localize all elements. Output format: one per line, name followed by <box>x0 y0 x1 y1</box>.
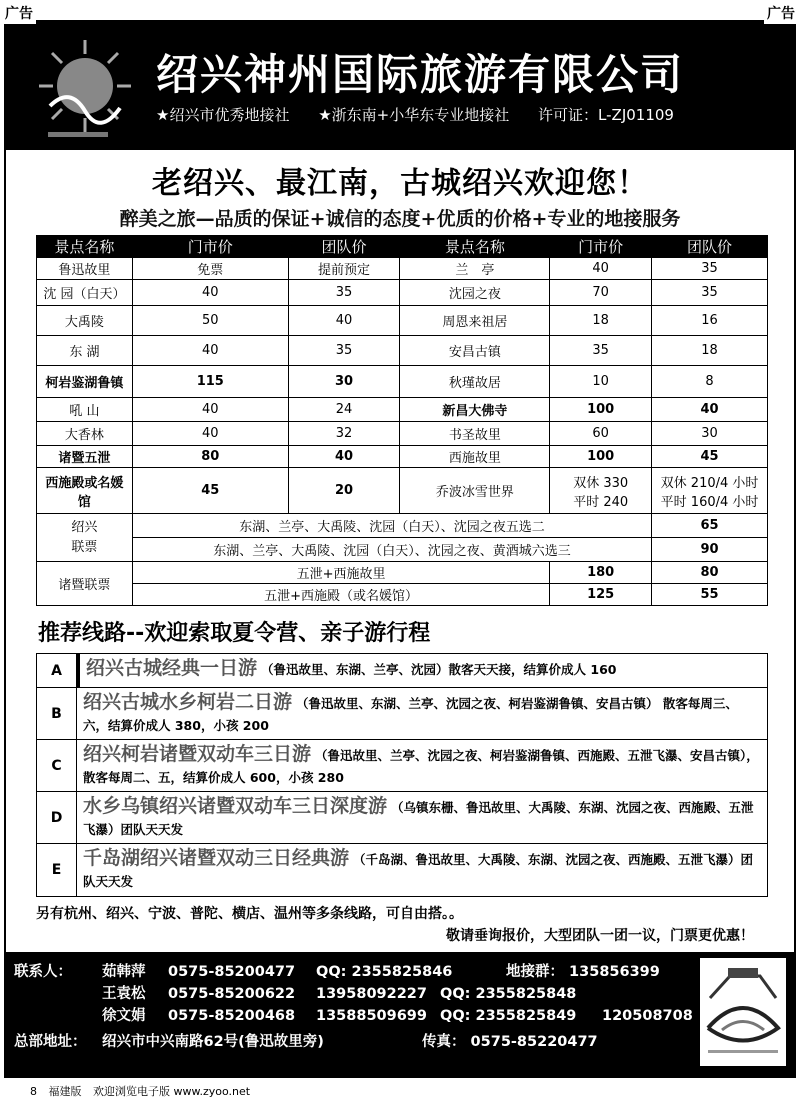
table-cell: 35 <box>550 336 652 366</box>
ad-tag-right: 广告 <box>764 2 798 24</box>
edition-label: 福建版 <box>48 1085 82 1098</box>
table-cell: 45 <box>652 446 768 468</box>
route-detail: （鲁迅故里、东湖、兰亭、沈园）散客天天接，结算价成人 160 <box>261 662 617 677</box>
table-cell: 100 <box>550 398 652 422</box>
combo-price: 80 <box>652 562 768 584</box>
contact-phone: 0575-85200468 <box>168 1008 296 1024</box>
route-name: 绍兴柯岩诸暨双动车三日游 <box>83 743 312 765</box>
combo-row <box>37 538 768 562</box>
routes-list <box>36 653 768 897</box>
route-detail: （鲁迅故里、东湖、兰亭、沈园之夜、柯岩鉴湖鲁镇、安昌古镇） 散客每周三、六，结算价成人 380，小孩 200 <box>83 696 738 733</box>
other-routes-note: 另有杭州、绍兴、宁波、普陀、横店、温州等多条线路，可自由搭。。 <box>36 906 463 922</box>
table-cell: 兰 亭 <box>400 258 550 280</box>
table-cell: 40 <box>550 258 652 280</box>
table-row <box>37 398 768 422</box>
table-cell: 秋瑾故居 <box>400 366 550 398</box>
table-cell: 35 <box>288 280 400 306</box>
table-cell: 沈园之夜 <box>400 280 550 306</box>
license-number: 许可证：L-ZJ01109 <box>538 106 674 124</box>
contact-row <box>14 960 660 981</box>
route-name: 千岛湖绍兴诸暨双动三日经典游 <box>83 847 350 869</box>
route-item <box>37 654 767 688</box>
header-banner <box>6 22 794 150</box>
combo-price: 65 <box>652 514 768 538</box>
route-item <box>37 740 767 792</box>
route-body <box>77 792 767 843</box>
table-cell: 大禹陵 <box>37 306 133 336</box>
table-cell: 10 <box>550 366 652 398</box>
table-cell: 20 <box>288 468 400 514</box>
combo-desc: 五泄+西施故里 <box>132 562 549 584</box>
weekend-price: 双休 330 <box>573 475 629 491</box>
combo-label-line: 联票 <box>71 539 98 555</box>
route-item <box>37 844 767 896</box>
fax: 传真： 0575-85220477 <box>422 1034 598 1050</box>
service-subtitle: 醉美之旅—品质的保证+诚信的态度+优质的价格+专业的地接服务 <box>119 208 681 230</box>
combo-desc: 东湖、兰亭、大禹陵、沈园（白天）、沈园之夜五选二 <box>132 514 651 538</box>
contact-row <box>14 982 576 1003</box>
table-cell: 35 <box>288 336 400 366</box>
table-cell: 40 <box>132 336 288 366</box>
table-header-row <box>37 236 768 258</box>
table-cell: 40 <box>132 422 288 446</box>
route-body <box>77 740 767 791</box>
table-cell: 大香林 <box>37 422 133 446</box>
combo-row <box>37 514 768 538</box>
shaoxing-emblem-icon <box>700 958 786 1066</box>
ad-tag-left: 广告 <box>2 2 36 24</box>
table-row <box>37 280 768 306</box>
contact-extra: 120508708 <box>602 1008 693 1024</box>
route-letter: C <box>37 740 77 791</box>
combo-desc: 五泄+西施殿（或名媛馆） <box>132 584 549 606</box>
table-cell: 新昌大佛寺 <box>400 398 550 422</box>
page-footer-bar <box>30 1083 258 1099</box>
table-cell: 免票 <box>132 258 288 280</box>
table-cell: 安昌古镇 <box>400 336 550 366</box>
table-cell: 70 <box>550 280 652 306</box>
table-cell: 40 <box>288 446 400 468</box>
table-cell: 30 <box>652 422 768 446</box>
table-cell: 西施殿或名媛馆 <box>37 468 133 514</box>
combo-retail: 180 <box>550 562 652 584</box>
combo-price: 90 <box>652 538 768 562</box>
contact-name: 茹韩萍 <box>102 964 146 980</box>
route-letter: D <box>37 792 77 843</box>
route-name: 绍兴古城经典一日游 <box>86 657 258 679</box>
route-item <box>37 792 767 844</box>
contact-mobile: 13588509699 <box>316 1008 427 1024</box>
table-cell: 柯岩鉴湖鲁镇 <box>37 366 133 398</box>
address-label: 总部地址： <box>14 1034 87 1050</box>
combo-label-line: 绍兴 <box>71 519 98 535</box>
table-cell: 40 <box>132 398 288 422</box>
route-detail: （鲁迅故里、兰亭、沈园之夜、柯岩鉴湖鲁镇、西施殿、五泄飞瀑、安昌古镇），散客每周二、五，结算价成人 600，小孩 280 <box>83 748 759 785</box>
table-row <box>37 258 768 280</box>
contact-footer <box>6 952 794 1076</box>
weekend-group-price: 双休 210/4 小时 <box>660 475 759 491</box>
routes-title: 推荐线路--欢迎索取夏令营、亲子游行程 <box>38 621 431 646</box>
zhuji-combo-label: 诸暨联票 <box>37 562 133 606</box>
table-row <box>37 446 768 468</box>
table-cell: 18 <box>550 306 652 336</box>
company-name: 绍兴神州国际旅游有限公司 <box>156 50 685 99</box>
table-row <box>37 306 768 336</box>
table-cell <box>550 468 652 514</box>
table-cell: 18 <box>652 336 768 366</box>
contact-mobile: 13958092227 <box>316 986 427 1002</box>
table-cell: 东 湖 <box>37 336 133 366</box>
table-row <box>37 336 768 366</box>
website-link[interactable]: 欢迎浏览电子版 www.zyoo.net <box>93 1085 251 1098</box>
col-header: 景点名称 <box>400 236 550 258</box>
company-logo-icon <box>30 36 140 146</box>
route-detail: （乌镇东栅、鲁迅故里、大禹陵、东湖、沈园之夜、西施殿、五泄飞瀑）团队天天发 <box>83 800 754 837</box>
table-cell <box>652 468 768 514</box>
table-cell: 吼 山 <box>37 398 133 422</box>
table-cell: 西施故里 <box>400 446 550 468</box>
table-cell: 书圣故里 <box>400 422 550 446</box>
table-cell: 35 <box>652 280 768 306</box>
contact-phone: 0575-85200622 <box>168 986 296 1002</box>
contact-row <box>14 1004 693 1025</box>
table-cell: 60 <box>550 422 652 446</box>
table-cell: 30 <box>288 366 400 398</box>
table-row <box>37 422 768 446</box>
route-body <box>77 844 767 896</box>
table-row <box>37 468 768 514</box>
table-cell: 8 <box>652 366 768 398</box>
shaoxing-combo-label <box>37 514 133 562</box>
col-header: 门市价 <box>132 236 288 258</box>
col-header: 景点名称 <box>37 236 133 258</box>
advertisement-page <box>4 20 796 1078</box>
combo-row <box>37 562 768 584</box>
table-cell: 115 <box>132 366 288 398</box>
table-cell: 40 <box>132 280 288 306</box>
table-cell: 50 <box>132 306 288 336</box>
combo-retail: 125 <box>550 584 652 606</box>
route-item <box>37 688 767 740</box>
slogan-specialist: ★浙东南+小华东专业地接社 <box>318 106 510 124</box>
welcome-title: 老绍兴、最江南，古城绍兴欢迎您！ <box>152 166 648 201</box>
table-cell: 35 <box>652 258 768 280</box>
table-cell: 16 <box>652 306 768 336</box>
route-body <box>77 688 767 739</box>
col-header: 门市价 <box>550 236 652 258</box>
weekday-price: 平时 240 <box>573 494 629 510</box>
contact-name: 徐文娟 <box>102 1008 146 1024</box>
col-header: 团队价 <box>652 236 768 258</box>
table-cell: 周恩来祖居 <box>400 306 550 336</box>
combo-price: 55 <box>652 584 768 606</box>
header-slogans <box>156 104 698 125</box>
address-row <box>14 1030 598 1051</box>
contact-phone: 0575-85200477 <box>168 964 296 980</box>
table-cell: 沈 园（白天） <box>37 280 133 306</box>
combo-row <box>37 584 768 606</box>
contact-qq: QQ: 2355825846 <box>316 964 453 980</box>
route-letter: E <box>37 844 77 896</box>
route-letter: A <box>37 654 77 687</box>
combo-desc: 东湖、兰亭、大禹陵、沈园（白天）、沈园之夜、黄酒城六选三 <box>132 538 651 562</box>
contact-group: 地接群： 135856399 <box>506 964 660 980</box>
route-detail: （千岛湖、鲁迅故里、大禹陵、东湖、沈园之夜、西施殿、五泄飞瀑）团队天天发 <box>83 852 754 889</box>
slogan-excellent: ★绍兴市优秀地接社 <box>156 106 290 124</box>
contact-name: 王袁松 <box>102 986 146 1002</box>
route-body <box>77 654 767 687</box>
table-cell: 诸暨五泄 <box>37 446 133 468</box>
contact-label: 联系人： <box>14 964 72 980</box>
table-row <box>37 366 768 398</box>
contact-qq: QQ: 2355825849 <box>440 1008 577 1024</box>
weekday-group-price: 平时 160/4 小时 <box>660 494 759 510</box>
table-cell: 32 <box>288 422 400 446</box>
route-name: 绍兴古城水乡柯岩二日游 <box>83 691 293 713</box>
table-cell: 40 <box>652 398 768 422</box>
inquiry-note: 敬请垂询报价，大型团队一团一议，门票更优惠！ <box>446 928 754 944</box>
col-header: 团队价 <box>288 236 400 258</box>
table-cell: 提前预定 <box>288 258 400 280</box>
address: 绍兴市中兴南路62号(鲁迅故里旁) <box>102 1034 324 1050</box>
table-cell: 45 <box>132 468 288 514</box>
table-cell: 80 <box>132 446 288 468</box>
page-number: 8 <box>30 1085 37 1098</box>
ticket-price-table <box>36 235 768 606</box>
table-cell: 乔波冰雪世界 <box>400 468 550 514</box>
table-cell: 鲁迅故里 <box>37 258 133 280</box>
route-name: 水乡乌镇绍兴诸暨双动车三日深度游 <box>83 795 388 817</box>
route-letter: B <box>37 688 77 739</box>
table-cell: 100 <box>550 446 652 468</box>
table-cell: 40 <box>288 306 400 336</box>
contact-qq: QQ: 2355825848 <box>440 986 577 1002</box>
table-cell: 24 <box>288 398 400 422</box>
